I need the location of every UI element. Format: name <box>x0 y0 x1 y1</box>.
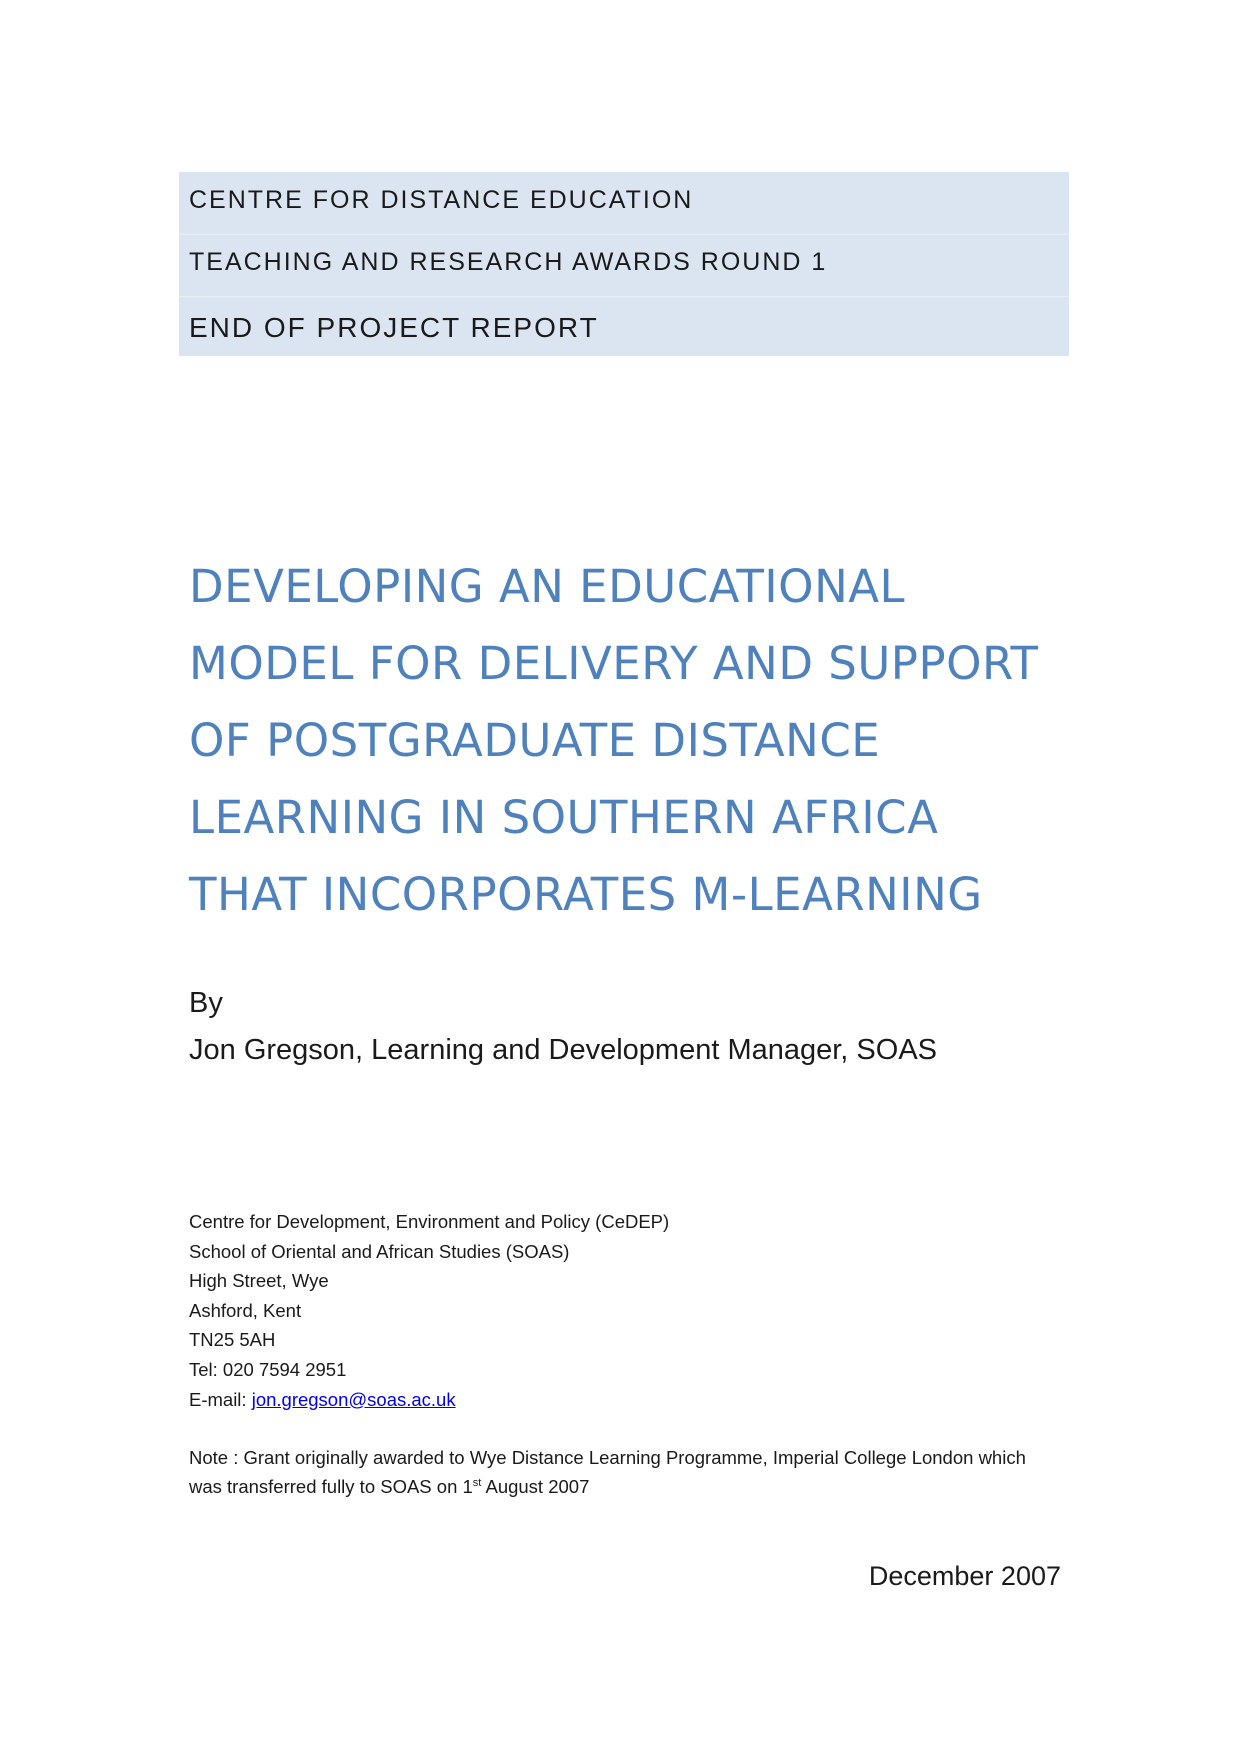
byline-author: Jon Gregson, Learning and Development Manager, SOAS <box>189 1034 938 1066</box>
title-line: LEARNING IN SOUTHERN AFRICA <box>189 791 939 844</box>
note-text: August 2007 <box>481 1476 590 1497</box>
grant-note <box>189 1443 1069 1501</box>
byline <box>189 980 937 1074</box>
title-line: DEVELOPING AN EDUCATIONAL <box>189 560 906 613</box>
title-line: MODEL FOR DELIVERY AND SUPPORT <box>189 637 1039 690</box>
contact-address <box>189 1207 669 1414</box>
title-line: OF POSTGRADUATE DISTANCE <box>189 714 881 767</box>
address-line: Ashford, Kent <box>189 1299 302 1321</box>
address-line: School of Oriental and African Studies (SOAS) <box>189 1240 570 1262</box>
byline-by: By <box>189 987 223 1019</box>
title-line: THAT INCORPORATES M-LEARNING <box>189 868 983 921</box>
header-centre-name: CENTRE FOR DISTANCE EDUCATION <box>189 186 694 214</box>
email-label: E-mail: <box>189 1388 252 1410</box>
note-line <box>189 1472 1069 1501</box>
header-report-type: END OF PROJECT REPORT <box>189 312 599 343</box>
report-title <box>189 548 1089 933</box>
ordinal-suffix: st <box>472 1476 482 1489</box>
report-date: December 2007 <box>868 1561 1061 1591</box>
address-line: Centre for Development, Environment and Policy (CeDEP) <box>189 1211 670 1232</box>
note-text: was transferred fully to SOAS on 1 <box>189 1476 473 1497</box>
address-email-row <box>189 1385 669 1415</box>
address-line: TN25 5AH <box>189 1329 276 1351</box>
note-line: Note : Grant originally awarded to Wye Distance Learning Programme, Imperial College London which <box>189 1447 1026 1468</box>
report-header-box <box>179 172 1069 356</box>
email-link[interactable]: jon.gregson@soas.ac.uk <box>251 1388 456 1410</box>
header-divider <box>179 296 1069 297</box>
header-awards-round: TEACHING AND RESEARCH AWARDS ROUND 1 <box>189 248 828 276</box>
address-line: High Street, Wye <box>189 1270 329 1292</box>
header-divider <box>179 234 1069 235</box>
address-phone: Tel: 020 7594 2951 <box>189 1358 347 1380</box>
